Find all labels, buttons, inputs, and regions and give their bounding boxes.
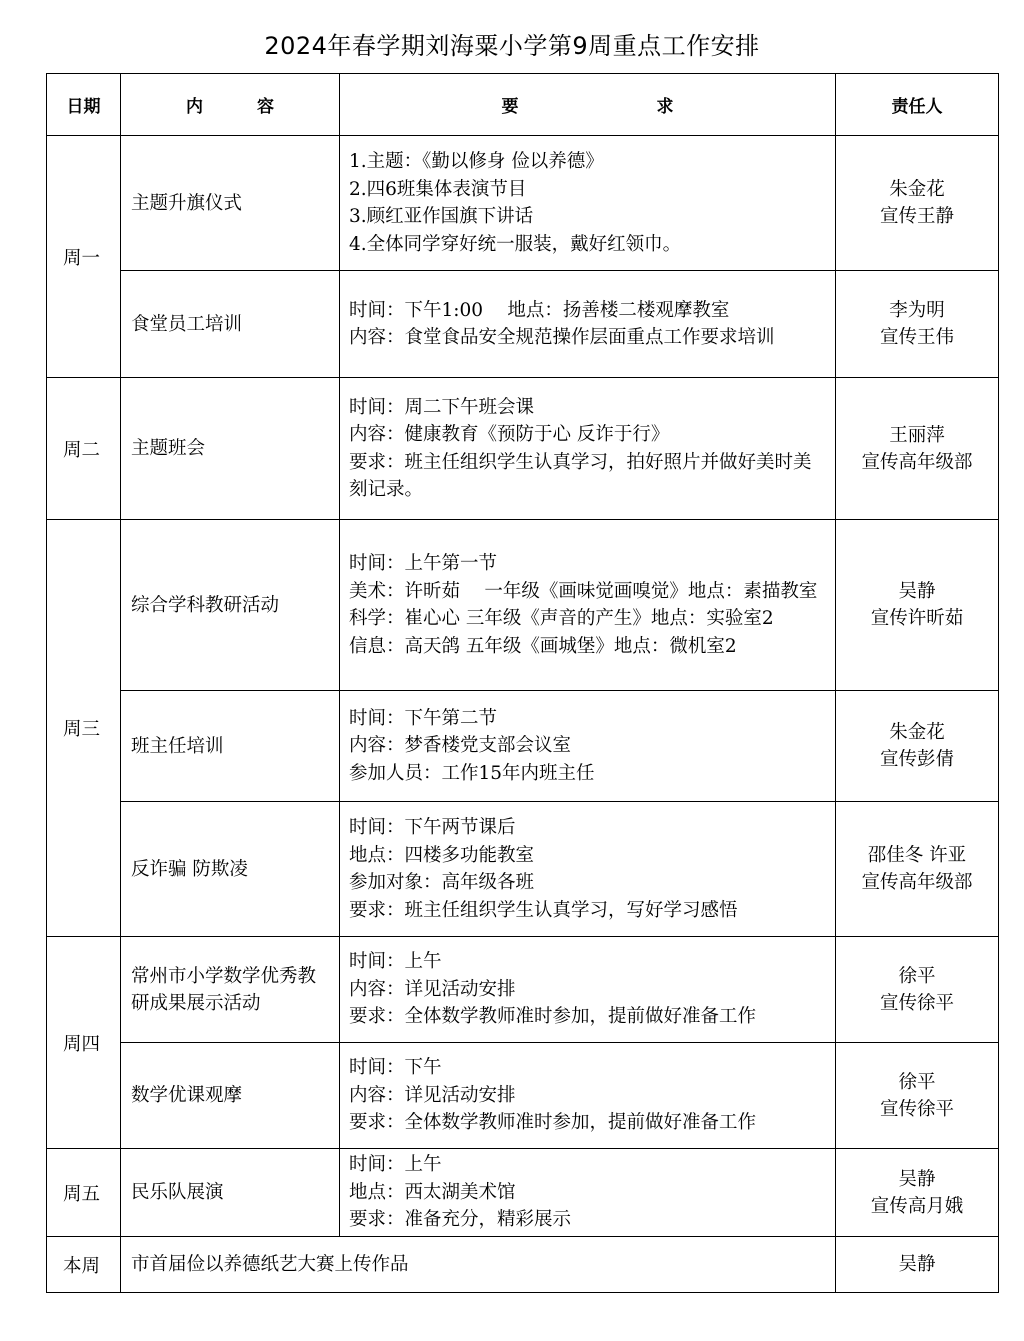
requirement-line: 时间：周二下午班会课 <box>349 396 535 418</box>
day-thursday: 周四 <box>47 937 121 1149</box>
table-row <box>47 378 999 520</box>
owner-publicity: 宣传徐平 <box>879 1098 954 1120</box>
requirement-line: 时间：下午两节课后 <box>349 817 516 838</box>
requirement-line: 要求：全体数学教师准时参加，提前做好准备工作 <box>349 1112 757 1134</box>
requirements-cell <box>340 1149 836 1237</box>
header-date: 日期 <box>47 74 121 136</box>
header-requirements: 要 求 <box>340 74 836 136</box>
owner-publicity: 宣传高月娥 <box>870 1195 964 1217</box>
day-this-week: 本周 <box>47 1237 121 1293</box>
owner-cell <box>836 378 999 520</box>
requirement-line: 时间：下午1:00 地点：扬善楼二楼观摩教室 <box>349 299 730 321</box>
item-cell: 综合学科教研活动 <box>121 520 340 691</box>
owner-name: 吴静 <box>898 1168 936 1190</box>
header-owner: 责任人 <box>836 74 999 136</box>
header-content: 内 容 <box>121 74 340 136</box>
item-cell: 主题班会 <box>121 378 340 520</box>
requirement-line: 3.顾红亚作国旗下讲话 <box>349 206 534 227</box>
requirements-cell <box>340 136 836 271</box>
owner-publicity: 宣传彭倩 <box>879 749 954 770</box>
item-cell: 反诈骗 防欺凌 <box>121 802 340 937</box>
item-cell: 数学优课观摩 <box>121 1043 340 1149</box>
requirement-line: 时间：上午 <box>349 1154 442 1176</box>
table-row <box>47 520 999 691</box>
requirement-line: 地点：西太湖美术馆 <box>349 1181 516 1203</box>
owner-name: 吴静 <box>898 1254 936 1275</box>
requirement-line: 时间：下午 <box>349 1057 442 1079</box>
owner-name: 朱金花 <box>889 179 945 200</box>
table-row <box>47 1237 999 1293</box>
owner-cell <box>836 937 999 1043</box>
owner-publicity: 宣传徐平 <box>879 992 954 1014</box>
requirement-line: 时间：下午第二节 <box>349 707 498 729</box>
document-title: 2024年春学期刘海粟小学第9周重点工作安排 <box>264 32 760 60</box>
requirement-line: 内容：健康教育《预防于心 反诈于行》 <box>349 424 670 445</box>
owner-cell <box>836 1043 999 1149</box>
requirement-line: 地点：四楼多功能教室 <box>349 844 535 866</box>
table-row <box>47 1043 999 1149</box>
owner-name: 徐平 <box>898 1071 936 1093</box>
owner-name: 邵佳冬 许亚 <box>867 845 967 866</box>
owner-publicity: 宣传王静 <box>879 206 954 227</box>
item-cell: 班主任培训 <box>121 691 340 802</box>
requirements-cell <box>340 1043 836 1149</box>
requirement-line: 要求：全体数学教师准时参加，提前做好准备工作 <box>349 1006 757 1028</box>
requirement-line: 要求：准备充分，精彩展示 <box>349 1209 572 1231</box>
owner-cell <box>836 271 999 378</box>
item-cell: 主题升旗仪式 <box>121 136 340 271</box>
owner-name: 李为明 <box>889 300 945 321</box>
owner-name: 王丽萍 <box>889 424 945 446</box>
header-row <box>47 74 999 136</box>
requirement-line: 美术：许昕茹 一年级《画味觉画嗅觉》地点：素描教室 <box>349 580 818 602</box>
table-row <box>47 937 999 1043</box>
requirement-line: 2.四6班集体表演节目 <box>349 178 527 200</box>
requirement-line: 时间：上午 <box>349 951 442 973</box>
requirement-line: 1.主题：《勤以修身 俭以养德》 <box>349 151 604 172</box>
day-friday: 周五 <box>47 1149 121 1237</box>
owner-publicity: 宣传高年级部 <box>861 451 973 473</box>
owner-publicity: 宣传王伟 <box>879 327 954 348</box>
requirements-cell <box>340 937 836 1043</box>
item-cell: 市首届俭以养德纸艺大赛上传作品 <box>121 1237 836 1293</box>
requirement-line: 参加人员：工作15年内班主任 <box>349 762 595 784</box>
requirement-line: 4.全体同学穿好统一服装，戴好红领巾。 <box>349 233 682 255</box>
owner-cell <box>836 136 999 271</box>
day-wednesday: 周三 <box>47 520 121 937</box>
requirement-line: 内容：食堂食品安全规范操作层面重点工作要求培训 <box>349 327 775 348</box>
requirement-line: 要求：班主任组织学生认真学习，拍好照片并做好美时美刻记录。 <box>349 451 812 500</box>
item-cell: 民乐队展演 <box>121 1149 340 1237</box>
item-cell: 常州市小学数学优秀教研成果展示活动 <box>121 937 340 1043</box>
requirements-cell <box>340 271 836 378</box>
schedule-table <box>46 73 999 1293</box>
requirement-line: 要求：班主任组织学生认真学习，写好学习感悟 <box>349 899 738 921</box>
requirements-cell <box>340 691 836 802</box>
owner-cell <box>836 1149 999 1237</box>
requirement-line: 科学：崔心心 三年级《声音的产生》地点：实验室2 <box>349 608 774 629</box>
requirements-cell <box>340 802 836 937</box>
requirement-line: 参加对象：高年级各班 <box>349 872 535 893</box>
requirements-cell <box>340 378 836 520</box>
owner-name: 朱金花 <box>889 722 945 743</box>
requirement-line: 信息：高天鸽 五年级《画城堡》地点：微机室2 <box>349 635 737 657</box>
table-row <box>47 691 999 802</box>
table-row <box>47 271 999 378</box>
owner-cell <box>836 520 999 691</box>
requirement-line: 时间：上午第一节 <box>349 553 498 574</box>
requirement-line: 内容：梦香楼党支部会议室 <box>349 735 572 757</box>
requirements-cell <box>340 520 836 691</box>
owner-cell <box>836 1237 999 1293</box>
requirement-line: 内容：详见活动安排 <box>349 978 516 1000</box>
day-monday: 周一 <box>47 136 121 378</box>
day-tuesday: 周二 <box>47 378 121 520</box>
owner-publicity: 宣传许昕茹 <box>870 608 964 629</box>
table-row <box>47 1149 999 1237</box>
item-cell: 食堂员工培训 <box>121 271 340 378</box>
requirement-line: 内容：详见活动安排 <box>349 1084 516 1106</box>
owner-name: 徐平 <box>898 965 936 987</box>
owner-cell <box>836 802 999 937</box>
owner-publicity: 宣传高年级部 <box>861 872 973 893</box>
owner-name: 吴静 <box>898 581 936 602</box>
owner-cell <box>836 691 999 802</box>
table-row <box>47 136 999 271</box>
table-row <box>47 802 999 937</box>
